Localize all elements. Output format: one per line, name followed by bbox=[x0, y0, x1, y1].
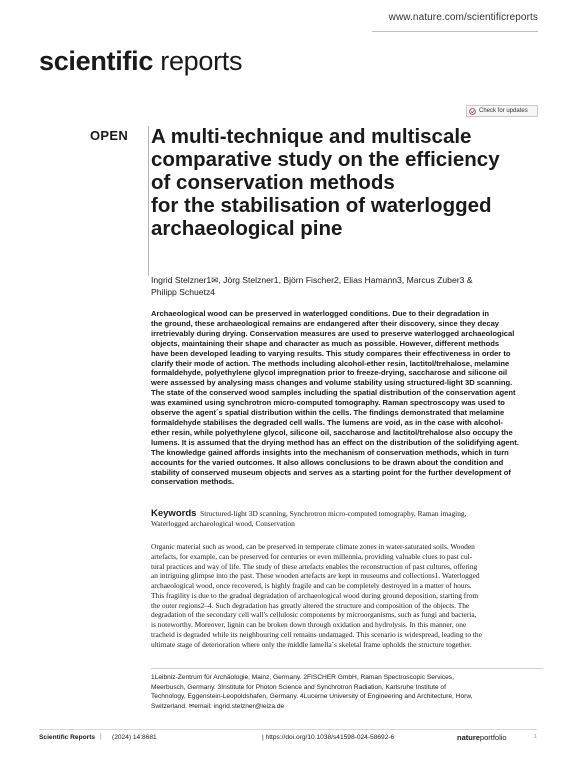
abstract-line: conservation methods. bbox=[151, 477, 235, 487]
footer-doi-link[interactable]: | https://doi.org/10.1038/s41598-024-58692-6 bbox=[262, 734, 395, 741]
title-divider bbox=[148, 126, 149, 276]
abstract-line: formaldehyde, polyethylene glycol impregnation prior to freeze-drying, saccharose and silicone oil bbox=[151, 368, 508, 378]
affiliations bbox=[151, 673, 543, 711]
article-title bbox=[151, 125, 551, 240]
keywords-line[interactable]: Structured-light 3D scanning, Synchrotron micro-computed tomography, Raman imaging, bbox=[200, 509, 467, 518]
header-rule bbox=[372, 31, 538, 32]
footer-separator: | bbox=[100, 733, 102, 740]
abstract-line: were assessed by analysing mass changes and volume stability using structured-light 3D scanning. bbox=[151, 378, 513, 388]
journal-logo-light: reports bbox=[160, 46, 243, 76]
abstract-line: lumens. It is assumed that the drying method has an effect on the distribution of the solidifying agent. bbox=[151, 437, 519, 447]
footer-volume: (2024) 14:8681 bbox=[112, 734, 157, 741]
body-line: the outer regions2–4. Such degradation has greatly altered the structure and composition of the objects. The bbox=[151, 600, 470, 610]
affiliation-line: 1Leibniz-Zentrum für Archäologie, Mainz, Germany. 2FISCHER GmbH, Raman Spectroscopic Services, bbox=[151, 674, 454, 681]
check-updates-label: Check for updates bbox=[479, 108, 528, 114]
abstract-line: ether resin, while polyethylene glycol, silicone oil, saccharose and lactitol/trehalose also occupy the bbox=[151, 427, 513, 437]
abstract-line: The knowledge gained affords insights into the mechanism of conservation methods, which in turn bbox=[151, 447, 509, 457]
body-line: tural practices and way of life. The study of these artefacts enables the reconstruction of past cultures, offering bbox=[151, 561, 478, 571]
body-line: an intriguing glimpse into the past. These wooden artefacts are kept in museums and collections1. Waterlogged bbox=[151, 571, 480, 581]
check-updates-icon bbox=[469, 108, 476, 115]
article-body bbox=[151, 542, 543, 649]
abstract-line: irretrievably during drying. Conservation measures are used to preserve waterlogged archaeological bbox=[151, 328, 515, 338]
abstract-line: clarify their mode of action. The methods including alcohol-ether resin, lactitol/trehalose, melamine bbox=[151, 358, 510, 368]
brand-light: portfolio bbox=[479, 733, 507, 742]
abstract-line: The state of the conserved wood samples including the spatial distribution of the conservation agent bbox=[151, 388, 516, 398]
title-line: for the stabilisation of waterlogged bbox=[151, 194, 492, 217]
body-line: ultimate stage of deterioration where only the middle lamella´s skeletal frame upholds the structure together. bbox=[151, 639, 472, 649]
body-line: degradation of the secondary cell wall's cellulosic components by microorganisms, such as fungi and bacteria, bbox=[151, 610, 477, 620]
keywords bbox=[151, 509, 543, 529]
abstract-line: Archaeological wood can be preserved in waterlogged conditions. Due to their degradation in bbox=[151, 309, 489, 318]
affiliation-line: Meerbusch, Germany. 3Institute for Photon Science and Synchrotron Radiation, Karlsruhe Institute of bbox=[151, 683, 446, 691]
keywords-line[interactable]: Waterlogged archaeological wood, Conservation bbox=[151, 519, 295, 528]
keywords-first-line bbox=[151, 509, 543, 519]
abstract-line: formaldehyde stabilises the degraded cell walls. The lumens are void, as in the case with alcohol- bbox=[151, 417, 503, 427]
author-list bbox=[151, 275, 541, 298]
body-line: Organic material such as wood, can be preserved in temperate climate zones in water-saturated soils. Wooden bbox=[151, 542, 475, 551]
abstract-line: observe the agent´s spatial distribution within the cells. The findings demonstrated that melamine bbox=[151, 408, 505, 418]
title-line: A multi-technique and multiscale bbox=[151, 125, 472, 148]
check-updates-button[interactable] bbox=[466, 105, 538, 117]
abstract-line: accounts for the varied outcomes. It also allows conclusions to be drawn about the condition and bbox=[151, 457, 504, 467]
page-footer bbox=[39, 733, 537, 745]
nature-portfolio-logo[interactable] bbox=[457, 733, 507, 742]
abstract-line: the ground, these archaeological remains are endangered after their discovery, since they decay bbox=[151, 318, 500, 328]
journal-url-link[interactable]: www.nature.com/scientificreports bbox=[388, 12, 538, 23]
title-line: of conservation methods bbox=[151, 171, 395, 194]
body-line: artefacts, for example, can be preserved for centuries or even millennia, providing valuable clues to past cul- bbox=[151, 551, 473, 561]
author-line[interactable]: Ingrid Stelzner1✉, Jörg Stelzner1, Björn Fischer2, Elias Hamann3, Marcus Zuber3 & bbox=[151, 275, 473, 285]
affiliation-line: Technology, Eggenstein-Leopoldshafen, Germany. 4Lucerne University of Engineering and Architecture, Horw, bbox=[151, 693, 473, 701]
open-access-label: OPEN bbox=[90, 128, 129, 143]
author-line[interactable]: Philipp Schuetz4 bbox=[151, 286, 216, 297]
abstract-line: have been developed leading to varying results. This study compares their effectiveness in order to bbox=[151, 348, 511, 358]
top-bar bbox=[0, 0, 576, 32]
abstract-line: stability of conserved museum objects and serves as a starting point for the further development of bbox=[151, 467, 511, 477]
title-line: archaeological pine bbox=[151, 217, 343, 240]
keywords-label: Keywords bbox=[151, 508, 197, 519]
abstract-line: objects, maintaining their shape and character as much as possible. However, different methods bbox=[151, 338, 500, 348]
journal-logo-bold: scientific bbox=[39, 46, 154, 76]
page-number: 1 bbox=[534, 734, 538, 740]
brand-bold: nature bbox=[457, 733, 480, 742]
affiliation-rule bbox=[151, 668, 543, 669]
abstract-line: was examined using synchrotron micro-computed tomography. Raman spectroscopy was used to bbox=[151, 398, 505, 408]
journal-logo[interactable] bbox=[39, 46, 242, 77]
body-line: This fragility is due to the gradual degradation of archaeological wood during ground deposition, starting from bbox=[151, 590, 479, 600]
body-line: is noteworthy. Moreover, lignin can be broken down through oxidation and hydrolysis. In this manner, one bbox=[151, 620, 467, 629]
abstract bbox=[151, 309, 543, 487]
body-line: tracheid is degraded while its neighbouring cell remains undamaged. This scenario is widespread, leading to the bbox=[151, 629, 482, 639]
affiliation-line[interactable]: Switzerland. ✉email: ingrid.stelzner@leiza.de bbox=[151, 702, 285, 710]
title-line: comparative study on the efficiency bbox=[151, 148, 500, 171]
footer-rule bbox=[39, 729, 537, 730]
footer-journal: Scientific Reports bbox=[39, 734, 96, 741]
body-line: archaeological wood, once recovered, is highly fragile and can be completely destroyed in a matter of hours. bbox=[151, 581, 472, 590]
